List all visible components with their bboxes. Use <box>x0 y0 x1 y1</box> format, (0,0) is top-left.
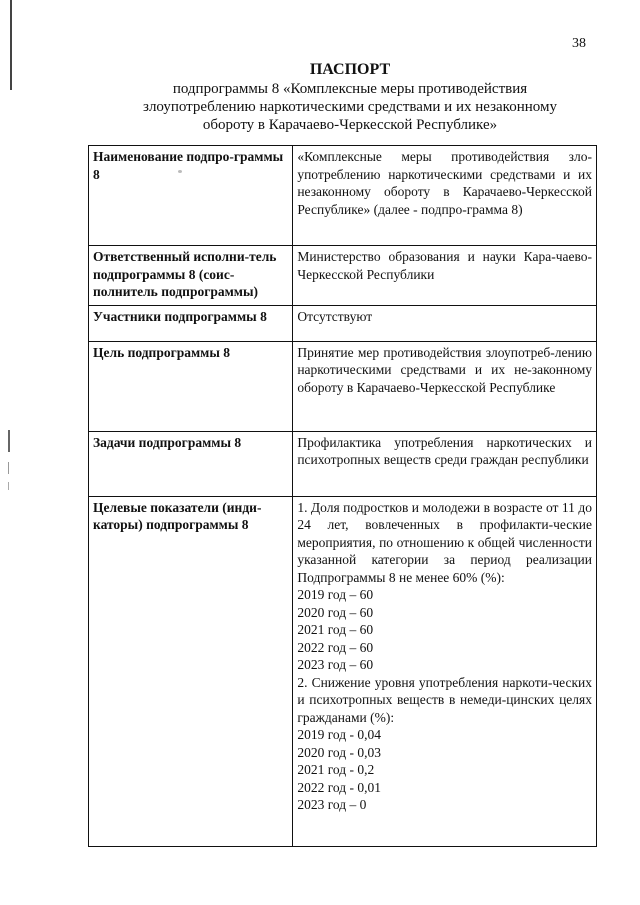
table-row <box>89 431 597 496</box>
page-number: 38 <box>572 36 586 51</box>
table-row <box>89 496 597 846</box>
indicator-year: 2019 год – 60 <box>297 587 374 602</box>
row-value: Отсутствуют <box>293 305 597 341</box>
subtitle-line: подпрограммы 8 «Комплексные меры противодействия <box>172 81 528 97</box>
table-row <box>89 341 597 431</box>
passport-table <box>88 145 597 847</box>
indicator-year: 2022 год – 60 <box>297 639 374 655</box>
row-value: Министерство образования и науки Кара-чаево-Черкесской Республики <box>293 246 597 306</box>
margin-mark <box>8 430 10 452</box>
row-label: Целевые показатели (инди-каторы) подпрограммы 8 <box>89 496 293 846</box>
row-value <box>293 496 597 846</box>
indicator-year: 2021 год - 0,2 <box>297 762 375 777</box>
row-label: Задачи подпрограммы 8 <box>89 431 293 496</box>
table-row <box>89 305 597 341</box>
scan-speck <box>178 170 182 173</box>
indicator-text: 1. Доля подростков и молодежи в возрасте от 11 до 24 лет, вовлеченных в профилакти-ческие мероприятия, по отношению к общей численности указанной категории за период реализации Подпрограммы 8 не менее 60% (%): <box>297 499 592 585</box>
row-label: Цель подпрограммы 8 <box>89 341 293 431</box>
indicator-year: 2022 год - 0,01 <box>297 779 382 795</box>
subtitle-line: обороту в Карачаево-Черкесской Республике» <box>202 117 498 133</box>
indicator-year: 2019 год - 0,04 <box>297 727 382 742</box>
table-row <box>89 246 597 306</box>
row-label: Ответственный исполни-тель подпрограммы 8 (соис-полнитель подпрограммы) <box>89 246 293 306</box>
margin-mark <box>8 462 9 474</box>
subtitle-line: злоупотреблению наркотическими средствами и их незаконному <box>143 99 557 115</box>
indicator-year: 2020 год – 60 <box>297 604 374 620</box>
row-value: Принятие мер противодействия злоупотреб-лению наркотическими средствами и их не-законному обороту в Карачаево-Черкесской Республике <box>293 341 597 431</box>
margin-mark <box>8 482 9 490</box>
indicator-year: 2023 год – 0 <box>297 797 367 812</box>
indicator-text: 2. Снижение уровня употребления наркоти-ческих и психотропных веществ в немеди-цинских целях гражданами (%): <box>297 674 592 725</box>
row-value: «Комплексные меры противодействия зло-употреблению наркотическими средствами и их незаконному обороту в Карачаево-Черкесской Республике» (далее - подпро-грамма 8) <box>293 146 597 246</box>
indicator-year: 2023 год – 60 <box>297 657 374 672</box>
document-heading <box>90 60 610 134</box>
indicator-year: 2021 год – 60 <box>297 622 374 637</box>
margin-line <box>10 0 12 90</box>
indicator-year: 2020 год - 0,03 <box>297 744 382 760</box>
row-label: Участники подпрограммы 8 <box>89 305 293 341</box>
row-label: Наименование подпро-граммы 8 <box>89 146 293 246</box>
row-value: Профилактика употребления наркотических и психотропных веществ среди граждан республики <box>293 431 597 496</box>
document-title: ПАСПОРТ <box>309 61 391 78</box>
table-row <box>89 146 597 246</box>
